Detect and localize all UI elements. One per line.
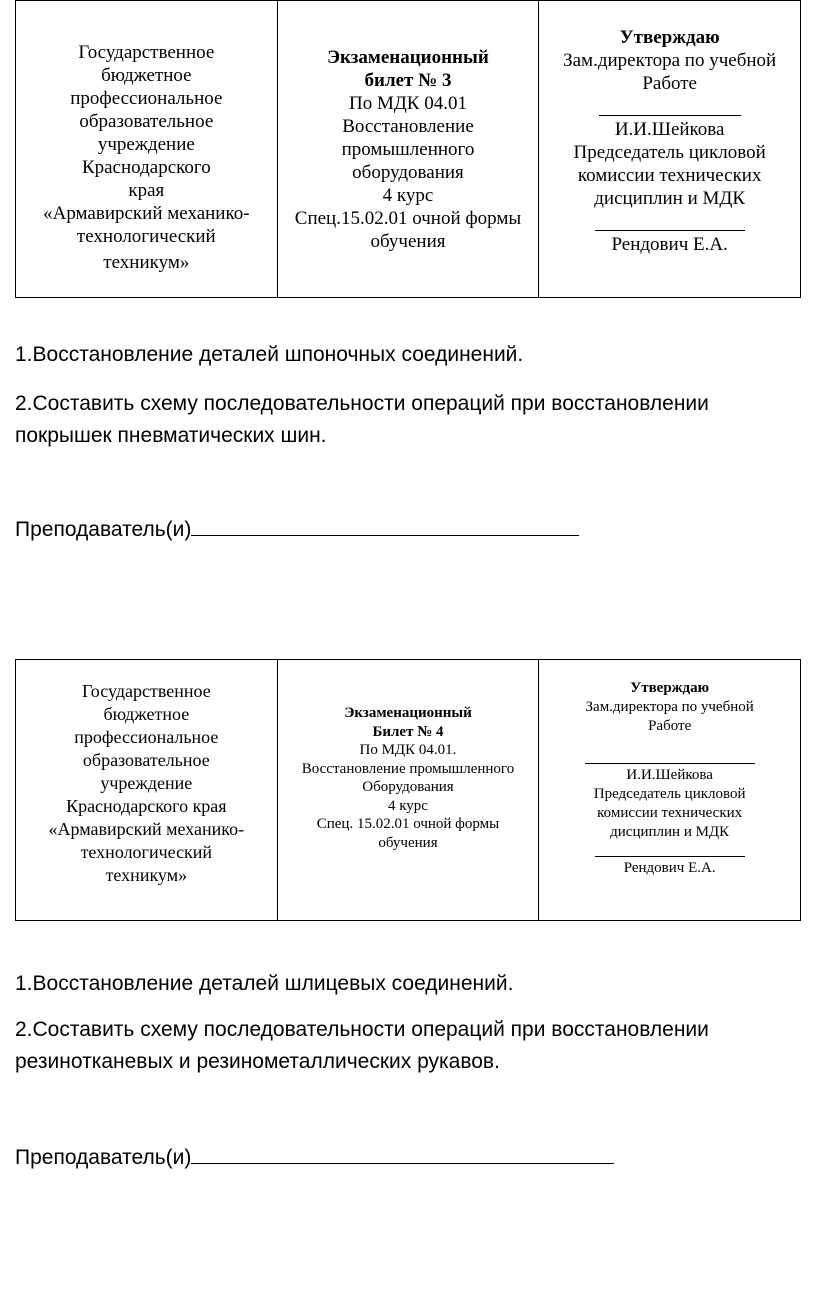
chair-name: Рендович Е.А.: [623, 860, 716, 876]
ticket-header-table: [15, 659, 801, 921]
approve-role-line: Работе: [648, 718, 692, 734]
ticket-title: Экзаменационный: [327, 47, 489, 68]
approve-title: Утверждаю: [630, 680, 710, 696]
approval-cell: [539, 660, 801, 921]
institution-line: профессиональное: [70, 88, 223, 109]
ticket-body-line: промышленного: [341, 139, 475, 160]
chair-role-line: комиссии технических: [577, 165, 762, 186]
ticket-info-cell: [277, 1, 539, 298]
institution-line: Краснодарского края: [66, 796, 227, 816]
ticket-body-line: По МДК 04.01: [348, 93, 467, 114]
institution-line: технологический: [80, 842, 213, 862]
approve-role-line: Работе: [642, 73, 697, 94]
teacher-label: Преподаватель(и): [15, 1146, 192, 1169]
teacher-signature-line: [191, 1163, 614, 1164]
ticket-body-line: обучения: [378, 834, 438, 851]
ticket-body-line: Восстановление промышленного: [301, 760, 515, 777]
question-2: 2.Составить схему последовательности операций при восстановлении резинотканевых и резинометаллических рукавов.: [15, 1018, 709, 1073]
approve-role-line: Зам.директора по учебной: [585, 699, 754, 715]
institution-line: технологический: [76, 226, 216, 247]
institution-line: бюджетное: [103, 704, 190, 724]
approval-cell: [539, 1, 801, 298]
chair-role-line: Председатель цикловой: [573, 142, 766, 163]
teacher-signature-line: [191, 535, 579, 536]
institution-line: учреждение: [97, 134, 195, 155]
signature-line: [595, 842, 745, 857]
institution-line: профессиональное: [74, 727, 219, 747]
approve-role-line: Зам.директора по учебной: [563, 50, 777, 71]
ticket-body-line: оборудования: [352, 162, 464, 183]
institution-line: образовательное: [79, 111, 214, 132]
ticket-body-line: 4 курс: [382, 185, 434, 206]
institution-cell: [16, 660, 278, 921]
ticket-header-table: [15, 0, 801, 298]
ticket-body-line: Восстановление: [342, 116, 474, 137]
question-1: 1.Восстановление деталей шлицевых соединений.: [15, 972, 514, 995]
ticket-body-line: 4 курс: [387, 797, 428, 814]
ticket-number: билет № 3: [364, 70, 452, 91]
ticket-body-line: Оборудования: [362, 779, 454, 795]
institution-line: техникум»: [105, 865, 188, 885]
ticket-body-line: Спец.15.02.01 очной формы: [294, 208, 522, 229]
institution-line: «Армавирский механико-: [48, 819, 245, 839]
institution-line: Государственное: [81, 681, 211, 701]
ticket-title: Экзаменационный: [344, 705, 472, 721]
teacher-label: Преподаватель(и): [15, 518, 192, 541]
ticket-body-line: Спец. 15.02.01 очной формы: [316, 816, 500, 832]
teacher-signature-row: [15, 517, 579, 543]
chair-name: Рендович Е.А.: [611, 234, 728, 255]
institution-cell: [16, 1, 278, 298]
institution-line: «Армавирский механико-: [43, 203, 250, 224]
institution-line: образовательное: [82, 750, 210, 770]
ticket-info-cell: [277, 660, 539, 921]
signature-line: [585, 736, 755, 764]
signature-line: [595, 210, 745, 231]
ticket-body-line: обучения: [370, 231, 446, 252]
question-1: 1.Восстановление деталей шпоночных соединений.: [15, 343, 524, 366]
ticket-body-line: По МДК 04.01.: [359, 742, 457, 758]
institution-line: техникум»: [103, 252, 190, 273]
institution-line: края: [128, 180, 165, 201]
approve-title: Утверждаю: [619, 27, 720, 48]
institution-line: бюджетное: [101, 65, 192, 86]
institution-line: Краснодарского: [81, 157, 211, 178]
signature-line: [599, 95, 741, 116]
chair-role-line: дисциплин и МДК: [594, 188, 746, 209]
chair-role-line: комиссии технических: [597, 805, 743, 821]
ticket-number: Билет № 4: [372, 723, 444, 740]
teacher-signature-row: [15, 1145, 614, 1171]
approver-name: И.И.Шейкова: [614, 119, 725, 140]
institution-line: Государственное: [78, 42, 215, 63]
institution-line: учреждение: [100, 773, 193, 793]
approver-name: И.И.Шейкова: [626, 767, 713, 783]
question-2: 2.Составить схему последовательности операций при восстановлении покрышек пневматических шин.: [15, 392, 709, 447]
chair-role-line: дисциплин и МДК: [610, 824, 730, 840]
chair-role-line: Председатель цикловой: [593, 786, 746, 802]
